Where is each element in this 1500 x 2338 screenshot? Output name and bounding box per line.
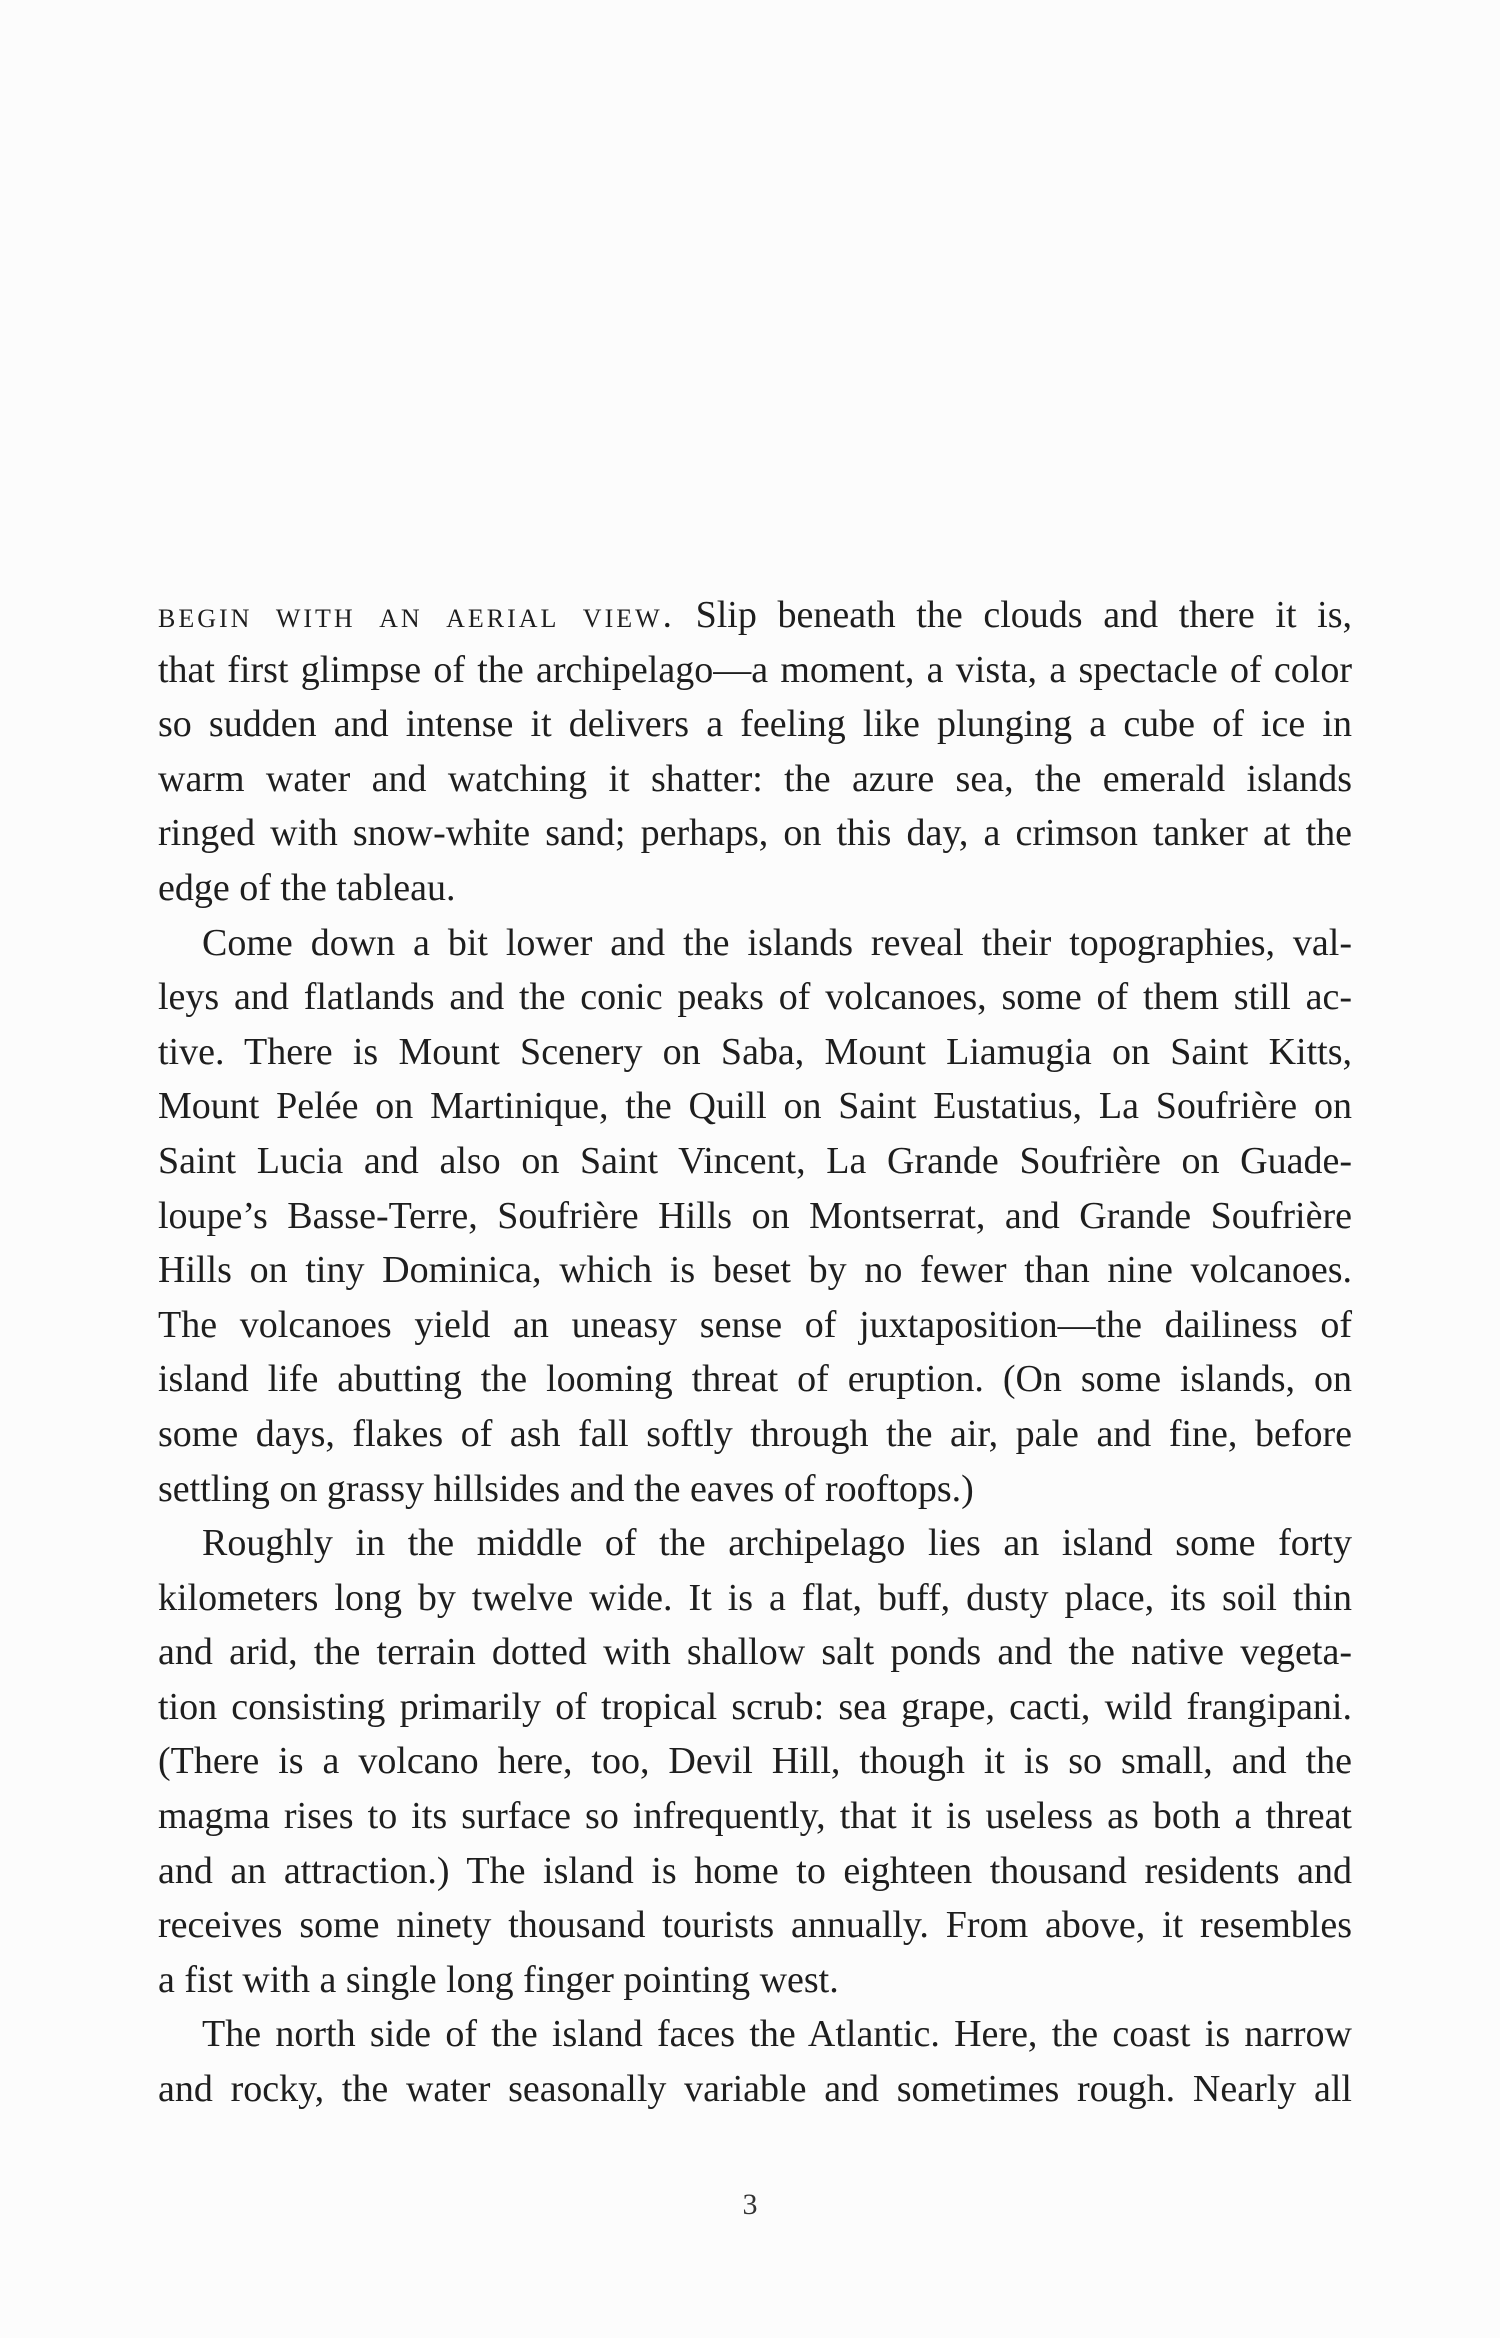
text-line: some days, flakes of ash fall softly through the air, pale and fine, before xyxy=(158,1412,1352,1455)
opening-smallcaps: begin with an aerial view. xyxy=(158,595,675,636)
text-line-content: Slip beneath the clouds and there it is, xyxy=(695,594,1353,636)
text-line: tive. There is Mount Scenery on Saba, Mount Liamugia on Saint Kitts, xyxy=(158,1030,1352,1073)
text-line: Saint Lucia and also on Saint Vincent, La Grande Soufrière on Guade- xyxy=(158,1139,1352,1182)
body-text xyxy=(158,588,1352,2117)
text-line: The north side of the island faces the Atlantic. Here, the coast is narrow xyxy=(202,2013,1352,2056)
text-line: warm water and watching it shatter: the azure sea, the emerald islands xyxy=(158,757,1352,800)
text-line: Roughly in the middle of the archipelago lies an island some forty xyxy=(202,1522,1352,1565)
text-line: and arid, the terrain dotted with shallow salt ponds and the native vegeta- xyxy=(158,1631,1352,1674)
text-line: that first glimpse of the archipelago—a moment, a vista, a spectacle of color xyxy=(158,648,1352,691)
text-line xyxy=(158,588,1352,643)
text-line: (There is a volcano here, too, Devil Hill, though it is so small, and the xyxy=(158,1740,1352,1783)
text-line: and rocky, the water seasonally variable and sometimes rough. Nearly all xyxy=(158,2068,1352,2111)
text-line: a fist with a single long finger pointing west. xyxy=(158,1958,839,2001)
text-line: The volcanoes yield an uneasy sense of juxtaposition—the dailiness of xyxy=(158,1303,1352,1346)
text-line: settling on grassy hillsides and the eaves of rooftops.) xyxy=(158,1467,974,1510)
text-line: magma rises to its surface so infrequently, that it is useless as both a threat xyxy=(158,1795,1352,1838)
text-line: Mount Pelée on Martinique, the Quill on Saint Eustatius, La Soufrière on xyxy=(158,1085,1352,1128)
text-line: tion consisting primarily of tropical scrub: sea grape, cacti, wild frangipani. xyxy=(158,1685,1352,1728)
page-number: 3 xyxy=(742,2188,758,2221)
text-line: Hills on tiny Dominica, which is beset by no fewer than nine volcanoes. xyxy=(158,1249,1352,1292)
text-line: ringed with snow-white sand; perhaps, on this day, a crimson tanker at the xyxy=(158,812,1352,855)
text-line: and an attraction.) The island is home to eighteen thousand residents and xyxy=(158,1849,1352,1892)
text-line: kilometers long by twelve wide. It is a flat, buff, dusty place, its soil thin xyxy=(158,1576,1352,1619)
text-line: island life abutting the looming threat of eruption. (On some islands, on xyxy=(158,1358,1352,1401)
text-line: loupe’s Basse-Terre, Soufrière Hills on Montserrat, and Grande Soufrière xyxy=(158,1194,1352,1237)
text-line: Come down a bit lower and the islands reveal their topographies, val- xyxy=(202,921,1352,964)
text-line: leys and flatlands and the conic peaks of volcanoes, some of them still ac- xyxy=(158,976,1352,1019)
text-line: so sudden and intense it delivers a feeling like plunging a cube of ice in xyxy=(158,703,1352,746)
text-line: edge of the tableau. xyxy=(158,866,456,909)
text-line: receives some ninety thousand tourists annually. From above, it resembles xyxy=(158,1904,1352,1947)
